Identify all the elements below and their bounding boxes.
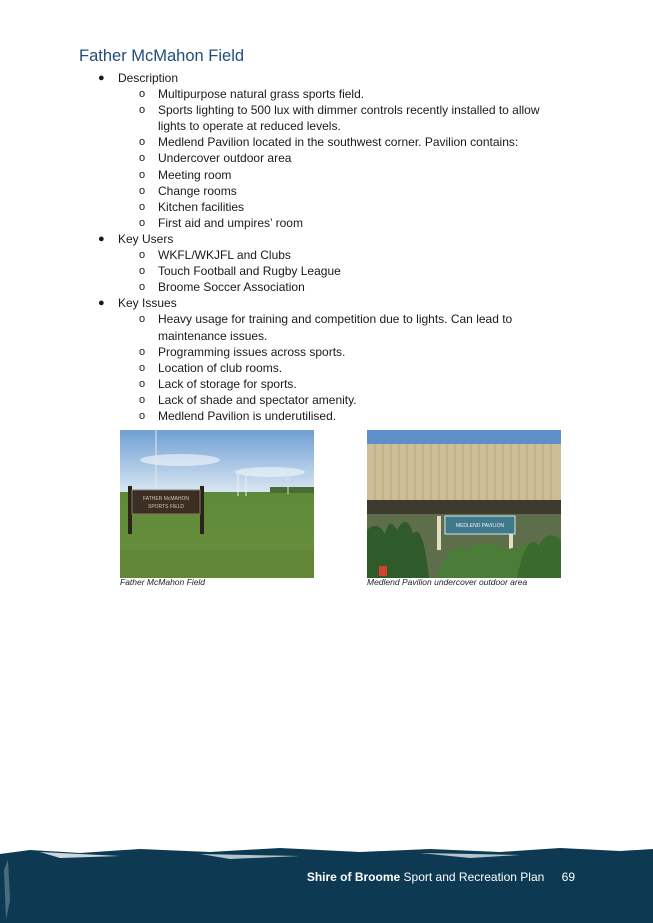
circle-bullet-icon: o <box>139 313 146 326</box>
page-title: Father McMahon Field <box>79 47 245 65</box>
circle-bullet-icon: o <box>139 152 146 165</box>
circle-bullet-icon: o <box>139 393 146 406</box>
circle-bullet-icon: o <box>139 88 146 101</box>
circle-bullet-icon: o <box>139 200 146 213</box>
svg-text:FATHER McMAHON: FATHER McMAHON <box>142 496 190 502</box>
section-heading: Key Users <box>118 231 174 246</box>
footer-org: Shire of Broome <box>306 870 401 884</box>
section-heading: Description <box>118 71 179 85</box>
circle-bullet-icon: o <box>139 281 146 294</box>
circle-bullet-icon: o <box>139 104 146 117</box>
list-item-key-issues <box>0 295 653 311</box>
bullet-icon: ● <box>98 232 105 245</box>
footer-doc-title: Sport and Recreation Plan <box>403 870 545 884</box>
circle-bullet-icon: o <box>139 136 146 149</box>
list-item: o Kitchen facilities <box>139 199 245 214</box>
list-item: o Medlend Pavilion located in the southwest corner. Pavilion contains: <box>139 135 519 150</box>
list-item-key-users <box>0 231 653 247</box>
list-item: o Medlend Pavilion is underutilised. <box>139 408 337 423</box>
circle-bullet-icon: o <box>139 168 146 181</box>
list-item: o Multipurpose natural grass sports field. <box>139 87 365 102</box>
footer-text <box>307 870 575 884</box>
pavilion-photo <box>367 430 561 578</box>
section-content <box>0 70 653 424</box>
page-number: 69 <box>561 870 575 884</box>
list-item: o Sports lighting to 500 lux with dimmer controls recently installed to allow lights to operate at reduced levels. <box>139 103 540 134</box>
list-item-description <box>0 70 653 86</box>
list-item: o Lack of shade and spectator amenity. <box>139 392 357 407</box>
svg-text:MEDLEND PAVILION: MEDLEND PAVILION <box>455 523 505 529</box>
list-item: o Heavy usage for training and competition due to lights. Can lead to maintenance issues. <box>139 312 513 343</box>
list-item: o Change rooms <box>139 183 237 198</box>
field-photo <box>120 430 314 578</box>
circle-bullet-icon: o <box>139 409 146 422</box>
list-item: o Lack of storage for sports. <box>139 376 297 391</box>
list-item: o Programming issues across sports. <box>139 344 346 359</box>
circle-bullet-icon: o <box>139 345 146 358</box>
photo-caption: Father McMahon Field <box>120 577 206 587</box>
section-heading: Key Issues <box>118 296 177 311</box>
list-item: o Broome Soccer Association <box>139 280 305 295</box>
bullet-icon: ● <box>98 297 105 310</box>
svg-text:SPORTS FIELD: SPORTS FIELD <box>147 504 185 510</box>
bullet-icon: ● <box>98 72 105 84</box>
list-item: o WKFL/WKJFL and Clubs <box>139 248 291 263</box>
circle-bullet-icon: o <box>139 249 146 262</box>
photo-caption: Medlend Pavilion undercover outdoor area <box>367 577 528 587</box>
circle-bullet-icon: o <box>139 216 146 229</box>
list-item: o Location of club rooms. <box>139 360 283 375</box>
list-item: o Touch Football and Rugby League <box>139 264 341 279</box>
list-item: o Meeting room <box>139 167 232 182</box>
circle-bullet-icon: o <box>139 265 146 278</box>
circle-bullet-icon: o <box>139 184 146 197</box>
list-item: o Undercover outdoor area <box>139 151 292 166</box>
list-item: o First aid and umpires’ room <box>139 215 303 230</box>
circle-bullet-icon: o <box>139 377 146 390</box>
circle-bullet-icon: o <box>139 361 146 374</box>
